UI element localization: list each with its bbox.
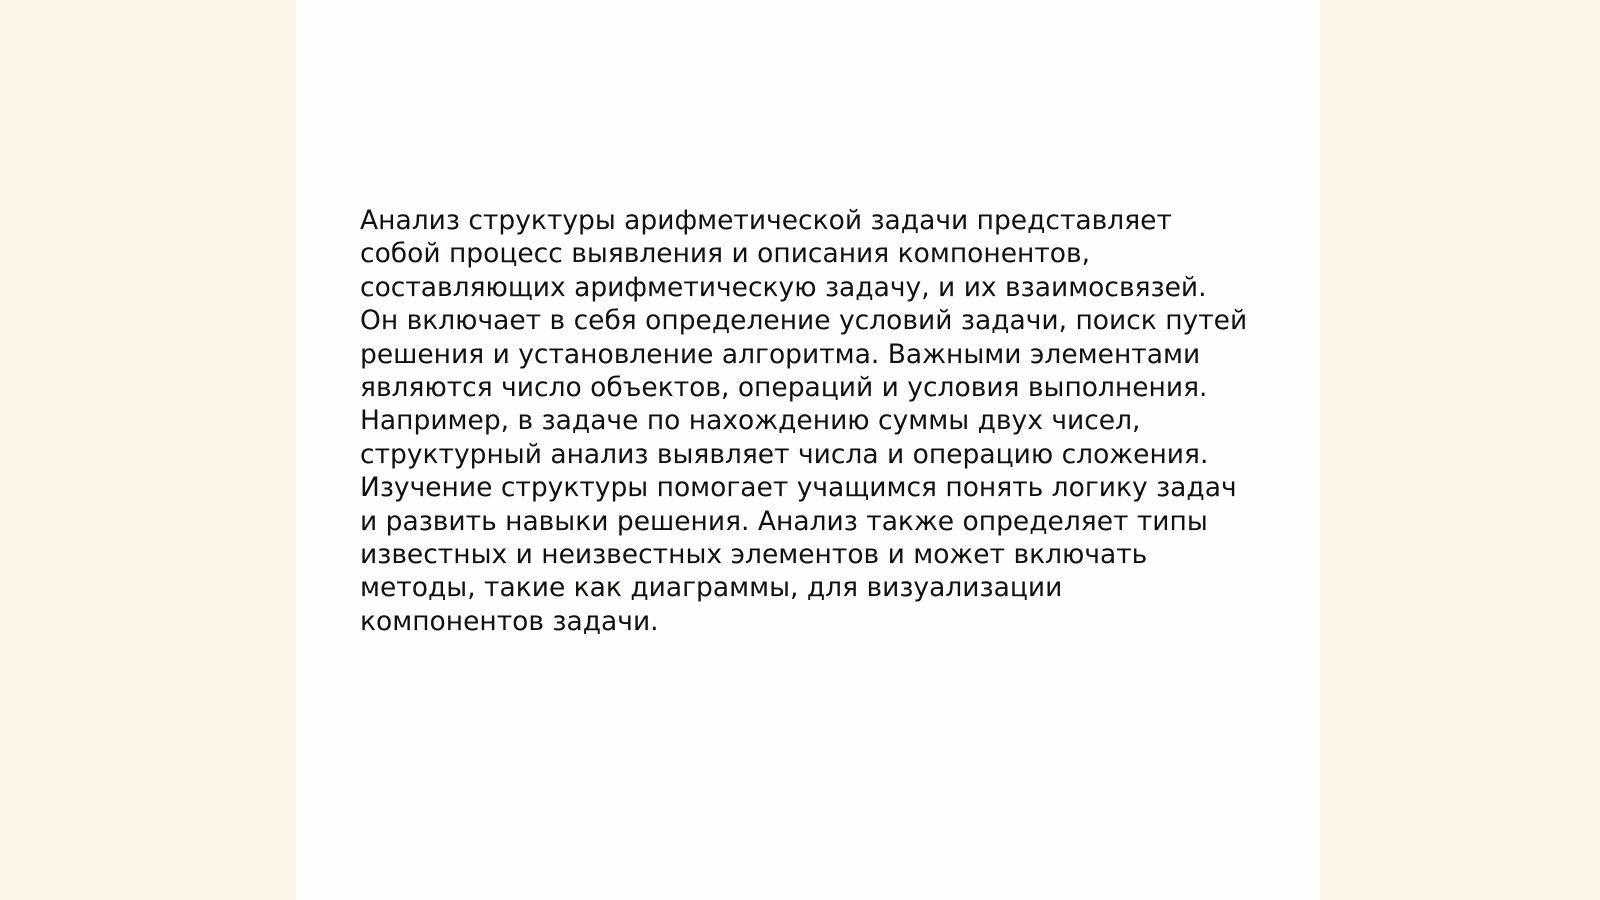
slide-panel [296, 0, 1320, 900]
body-paragraph: Анализ структуры арифметической задачи представляет собой процесс выявления и описания компонентов, составляющих арифметическую задачу, и их взаимосвязей. Он включает в себя определение условий задачи, поиск путей решения и установление алгоритма. Важными элементами являются число объектов, операций и условия выполнения. Например, в задаче по нахождению суммы двух чисел, структурный анализ выявляет числа и операцию сложения. Изучение структуры помогает учащимся понять логику задач и развить навыки решения. Анализ также определяет типы известных и неизвестных элементов и может включать методы, такие как диаграммы, для визуализации компонентов задачи. [360, 205, 1248, 637]
